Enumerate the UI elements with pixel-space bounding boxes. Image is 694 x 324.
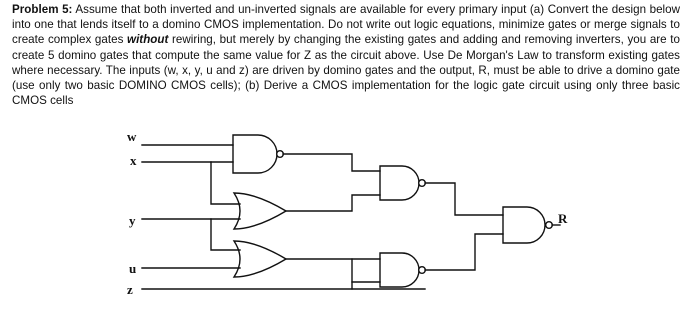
wire-g4-out [425,183,503,215]
input-label-w: w [127,130,137,144]
wire-g2-out [286,195,380,211]
problem-text-part2: rewiring, but merely by changing the existing gates and adding and removing inverters, you are to create 5 domino gates that compute the same value for Z as the circuit above. Use De Morgan's Law to transform existing gates where necessary. The inputs (w, x, y, u and z) are driven by domino gates and the output, R, must be able to drive a domino gate (use only two basic DOMINO CMOS cells); (b) Derive a CMOS implementation for the logic gate circuit using only three basic CMOS cells [12,33,680,108]
problem-heading: Problem 5: [12,3,73,16]
input-label-x: x [130,153,137,168]
wire-x [142,162,240,204]
input-label-z: z [127,282,133,297]
wire-g5-out [425,234,503,270]
gate2-or [234,193,286,229]
gate6-nand [503,207,545,243]
problem-statement [12,2,680,108]
wire-y-to-gate3 [211,219,240,250]
gate5-nand [380,253,419,287]
gate4-nand [380,166,419,200]
output-label-r: R [558,211,568,226]
wire-g1-out [283,154,380,171]
gate1-nand [233,135,277,173]
problem-text-part1: Assume that both inverted and un-inverted signals are available for every primary input (a) Convert the design below into one that lends itself to a domino CMOS implementation. Do not write out logic equations, minimize gates or merge signals to create complex gates [12,3,680,47]
problem-emphasis: without [127,33,169,47]
gate3-or [234,241,286,277]
logic-circuit-diagram [0,130,694,324]
input-label-y: y [129,213,136,228]
input-label-u: u [129,261,137,276]
